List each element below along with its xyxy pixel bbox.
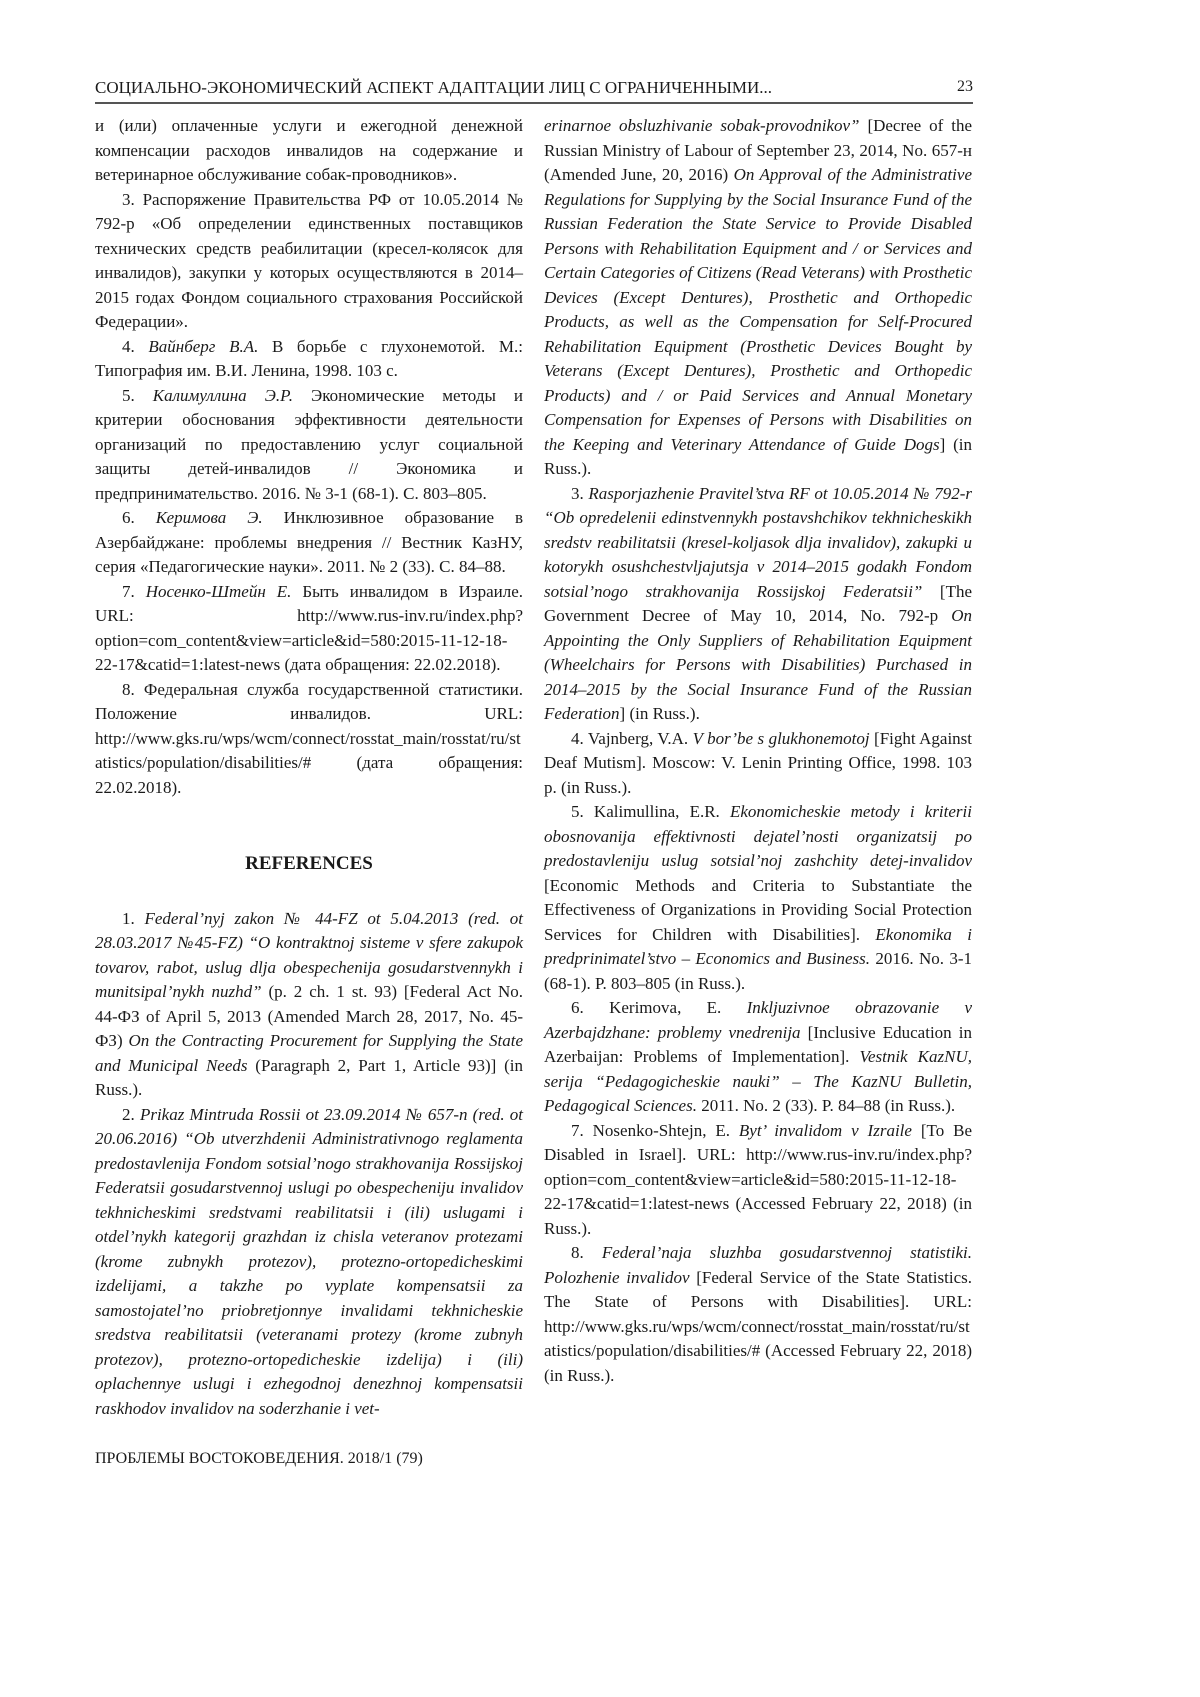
italic-text: Federal’naja sluzhba gosudarstvennoj statistiki. Polozhenie invalidov: [544, 1243, 973, 1287]
reference-paragraph: [544, 482, 972, 727]
text-segment: 4.: [122, 336, 149, 356]
text-segment: [Federal Service of the State Statistics. The State of Persons with Disabilities]. URL: http://www.gks.ru/wps/wcm/connect/rosstat_main/rosstat/ru/statistics/population/disabilities/# (Accessed February 22, 2018) (in Russ.).: [544, 1267, 972, 1385]
text-segment: 8. Федеральная служба государственной статистики. Положение инвалидов. URL: http://www.gks.ru/wps/wcm/connect/rosstat_main/rosstat/ru/statistics/population/disabilities/# (дата обращения: 22.02.2018).: [95, 679, 523, 797]
italic-text: V bor’be s glukhonemotoj: [692, 728, 870, 748]
reference-paragraph: [95, 335, 523, 384]
italic-text: Federal’nyj zakon № 44-FZ ot 5.04.2013 (red. ot 28.03.2017 №45-FZ) “O kontraktnoj sisteme v sfere zakupok tovarov, rabot, uslug dlja obespechenija gosudarstvennykh i munitsipal’nykh nuzhd”: [95, 908, 524, 1001]
text-segment: [To Be Disabled in Israel]. URL: http://www.rus-inv.ru/index.php?option=com_content&view=article&id=580:2015-11-12-18-22-17&catid=1:latest-news (Accessed February 22, 2018) (in Russ.).: [544, 1120, 972, 1238]
italic-text: Вайнберг В.А.: [148, 336, 259, 356]
text-segment: 4. Vajnberg, V.A.: [571, 728, 693, 748]
page-number: 23: [957, 78, 973, 95]
italic-text: Ekonomika i predprinimatel’stvo – Economics and Business.: [544, 924, 972, 968]
italic-text: erinarnoe obsluzhivanie sobak-provodnikov”: [544, 116, 860, 135]
reference-paragraph: [95, 678, 523, 801]
reference-paragraph: [95, 1103, 523, 1422]
reference-paragraph: [544, 114, 972, 482]
text-segment: 1.: [122, 908, 145, 928]
italic-text: Rasporjazhenie Pravitel’stva RF ot 10.05.2014 № 792-r “Ob opredelenii edinstvennykh postavshchikov tekhnicheskikh sredstv reabilitatsii (kresel-koljasok dlja invalidov), zakupki u kotorykh osushchestvljajutsja v 2014–2015 godakh Fondom sotsial’nogo strakhovanija Rossijskoj Federatsii”: [544, 483, 973, 601]
running-title: СОЦИАЛЬНО-ЭКОНОМИЧЕСКИЙ АСПЕКТ АДАПТАЦИИ ЛИЦ С ОГРАНИЧЕННЫМИ...: [95, 78, 773, 97]
italic-text: On Appointing the Only Suppliers of Rehabilitation Equipment (Wheelchairs for Persons with Disabilities) Purchased in 2014–2015 by the Social Insurance Fund of the Russian Federation: [544, 606, 972, 723]
text-segment: 7. Nosenko-Shtejn, E.: [571, 1120, 739, 1140]
reference-paragraph: [544, 727, 972, 801]
reference-paragraph: [95, 907, 523, 1103]
text-segment: (Paragraph 2, Part 1, Article 93)] (in Russ.).: [95, 1055, 523, 1099]
italic-text: Калимуллина Э.Р.: [152, 385, 294, 405]
text-segment: 7.: [122, 581, 146, 601]
text-segment: 2011. No. 2 (33). P. 84–88 (in Russ.).: [696, 1096, 956, 1115]
running-header: [95, 78, 973, 104]
text-segment: [The Government Decree of May 10, 2014, No. 792-р: [544, 581, 972, 625]
italic-text: Керимова Э.: [155, 508, 263, 527]
italic-text: Inkljuzivnoe obrazovanie v Azerbajdzhane: problemy vnedrenija: [544, 998, 972, 1042]
text-segment: 3. Распоряжение Правительства РФ от 10.05.2014 № 792-р «Об определении единственных поставщиков технических средств реабилитации (кресел-колясок для инвалидов), закупки у которых осуществляются в 2014–2015 годах Фондом социального страхования Российской Федерации».: [95, 189, 523, 331]
text-segment: Экономические методы и критерии обоснования эффективности деятельности организаций по предоставлению услуг социальной защиты детей-инвалидов // Экономика и предпринимательство. 2016. № 3-1 (68-1). С. 803–805.: [95, 385, 524, 503]
reference-paragraph: [95, 188, 523, 335]
italic-text: Ekonomicheskie metody i kriterii obosnovanija effektivnosti dejatel’nosti organizatsij po predostavleniju uslug sotsial’noj zashchity detej-invalidov: [544, 802, 972, 870]
text-segment: [Fight Against Deaf Mutism]. Moscow: V. Lenin Printing Office, 1998. 103 p. (in Russ.).: [544, 728, 973, 797]
text-segment: 5. Kalimullina, E.R.: [571, 802, 730, 821]
journal-footer: ПРОБЛЕМЫ ВОСТОКОВЕДЕНИЯ. 2018/1 (79): [95, 1450, 423, 1467]
italic-text: On Approval of the Administrative Regulations for Supplying by the Social Insurance Fund of the Russian Federation the State Service to Provide Disabled Persons with Rehabilitation Equipment and / or Services and Certain Categories of Citizens (Read Veterans) with Prosthetic Devices (Except Dentures), Prosthetic and Orthopedic Products, as well as the Compensation for Self-Procured Rehabilitation Equipment (Prosthetic Devices Bought by Veterans (Except Dentures), Prosthetic and Orthopedic Products) and / or Paid Services and Annual Monetary Compensation for Expenses of Persons with Disabilities on the Keeping and Veterinary Attendance of Guide Dogs: [544, 165, 972, 454]
text-segment: (p. 2 ch. 1 st. 93) [Federal Act No. 44-ФЗ of April 5, 2013 (Amended March 28, 2017, No. 45-ФЗ): [95, 982, 523, 1050]
text-segment: ] (in Russ.).: [619, 704, 700, 723]
reference-paragraph: [544, 1119, 972, 1242]
italic-text: On the Contracting Procurement for Supplying the State and Municipal Needs: [95, 1031, 524, 1075]
reference-paragraph: [95, 580, 523, 678]
text-segment: ] (in Russ.).: [544, 434, 973, 478]
italic-text: Prikaz Mintruda Rossii ot 23.09.2014 № 657-n (red. ot 20.06.2016) “Ob utverzhdenii Administrativnogo reglamenta predostavlenija Fondom sotsial’nogo strakhovanija Rossijskoj Federatsii gosudarstvennoj uslugi po obespecheniju invalidov tekhnicheskimi sredstvami reabilitatsii i (ili) uslugami i otdel’nykh kategorij grazhdan iz chisla veteranov protezami (krome zubnykh protezov), protezno-ortopedicheskimi izdelijami, a takzhe po vyplate kompensatsii za samostojatel’no priobretjonnye invalidami tekhnicheskie sredstva reabilitatsii (veteranami protezy (krome zubnyh protezov), protezno-ortopedicheskie izdelija) i (ili) oplachennye uslugi i ezhegodnoj denezhnoj kompensatsii raskhodov invalidov na soderzhanie i vet-: [95, 1104, 524, 1418]
reference-paragraph: [544, 800, 972, 996]
text-segment: REFERENCES: [245, 853, 373, 874]
italic-text: Носенко-Штейн Е.: [145, 581, 292, 601]
text-segment: Быть инвалидом в Израиле. URL: http://www.rus-inv.ru/index.php?option=com_content&view=article&id=580:2015-11-12-18-22-17&catid=1:latest-news (дата обращения: 22.02.2018).: [95, 581, 523, 674]
text-segment: [Economic Methods and Criteria to Substantiate the Effectiveness of Organizations in Providing Social Protection Services for Children with Disabilities].: [544, 875, 972, 944]
text-segment: В борьбе с глухонемотой. М.: Типография им. В.И. Ленина, 1998. 103 с.: [95, 336, 524, 380]
italic-text: Vestnik KazNU, serija “Pedagogicheskie nauki” – The KazNU Bulletin, Pedagogical Sciences.: [544, 1047, 972, 1115]
text-segment: [Inclusive Education in Azerbaijan: Problems of Implementation].: [544, 1022, 972, 1066]
reference-paragraph: [95, 384, 523, 507]
text-segment: 2016. No. 3-1 (68-1). P. 803–805 (in Russ.).: [544, 949, 972, 993]
references-heading: [95, 852, 523, 877]
text-segment: 2.: [122, 1104, 140, 1124]
text-segment: и (или) оплаченные услуги и ежегодной денежной компенсации расходов инвалидов на содержание и ветеринарное обслуживание собак-проводников».: [95, 116, 523, 184]
left-column: [95, 114, 523, 1421]
right-column: [544, 114, 972, 1388]
text-segment: Инклюзивное образование в Азербайджане: проблемы внедрения // Вестник КазНУ, серия «Педагогические науки». 2011. № 2 (33). С. 84–88.: [95, 508, 524, 576]
reference-paragraph: [95, 506, 523, 580]
text-segment: [Decree of the Russian Ministry of Labour of September 23, 2014, No. 657-н (Amended June, 20, 2016): [544, 116, 972, 184]
text-segment: 6. Kerimova, E.: [571, 998, 747, 1017]
text-segment: 5.: [122, 385, 153, 405]
text-segment: 8.: [571, 1243, 602, 1262]
text-segment: 6.: [122, 508, 156, 527]
text-segment: 3.: [571, 483, 589, 503]
reference-paragraph: [95, 114, 523, 188]
italic-text: Byt’ invalidom v Izraile: [738, 1120, 912, 1140]
reference-paragraph: [544, 996, 972, 1119]
reference-paragraph: [544, 1241, 972, 1388]
